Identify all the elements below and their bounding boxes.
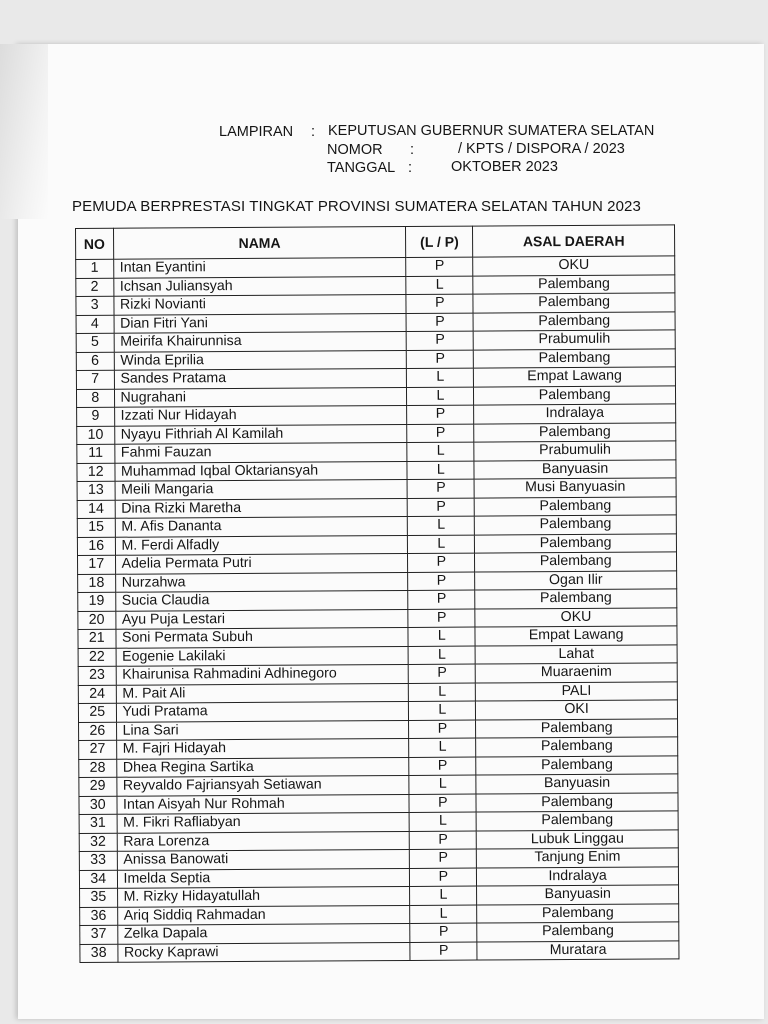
document-title: PEMUDA BERPRESTASI TINGKAT PROVINSI SUMATERA SELATAN TAHUN 2023 xyxy=(72,198,641,215)
participant-gender: L xyxy=(409,775,476,794)
column-header-no: NO xyxy=(76,228,114,259)
row-number: 18 xyxy=(78,574,116,593)
column-header-asal-daerah: ASAL DAERAH xyxy=(473,225,675,257)
participant-name: Zelka Dapala xyxy=(117,923,410,943)
lampiran-label: LAMPIRAN xyxy=(219,124,294,140)
participant-origin: Indralaya xyxy=(477,866,679,886)
participant-name: Rocky Kaprawi xyxy=(117,942,410,962)
row-number: 31 xyxy=(79,814,117,833)
participant-origin: Palembang xyxy=(473,293,675,313)
participant-name: Ayu Puja Lestari xyxy=(115,609,408,629)
participant-name: Fahmi Fauzan xyxy=(114,442,407,462)
participant-gender: P xyxy=(406,294,473,313)
row-number: 26 xyxy=(79,722,117,741)
column-header-gender: (L / P) xyxy=(406,226,473,257)
row-number: 32 xyxy=(79,833,117,852)
participant-name: Sandes Pratama xyxy=(114,368,407,388)
lampiran-colon: : xyxy=(311,124,316,140)
row-number: 7 xyxy=(76,370,114,389)
row-number: 5 xyxy=(76,333,114,352)
participant-origin: Palembang xyxy=(475,515,677,535)
row-number: 25 xyxy=(78,703,116,722)
table-header-row xyxy=(76,225,675,260)
participant-gender: L xyxy=(408,516,475,535)
participant-gender: L xyxy=(407,368,474,387)
participant-gender: P xyxy=(407,424,474,443)
row-number: 29 xyxy=(79,777,117,796)
participant-gender: P xyxy=(408,590,475,609)
participant-gender: P xyxy=(407,405,474,424)
participant-origin: Palembang xyxy=(477,922,679,942)
page-fold-shadow xyxy=(0,44,48,219)
participant-gender: L xyxy=(409,738,476,757)
participant-name: M. Pait Ali xyxy=(116,683,409,703)
participant-origin: Palembang xyxy=(476,811,678,831)
row-number: 12 xyxy=(77,463,115,482)
nomor-value: / KPTS / DISPORA / 2023 xyxy=(458,141,625,157)
row-number: 34 xyxy=(79,870,117,889)
participant-origin: Palembang xyxy=(476,718,678,738)
row-number: 28 xyxy=(79,759,117,778)
nomor-label: NOMOR xyxy=(327,142,383,158)
participant-name: Reyvaldo Fajriansyah Setiawan xyxy=(116,775,409,795)
column-header-nama: NAMA xyxy=(113,226,406,259)
lampiran-value: KEPUTUSAN GUBERNUR SUMATERA SELATAN xyxy=(328,123,655,139)
participant-name: Winda Eprilia xyxy=(114,350,407,370)
participant-origin: Muaraenim xyxy=(475,663,677,683)
participant-origin: Palembang xyxy=(475,533,677,553)
participant-origin: Palembang xyxy=(476,737,678,757)
participant-name: Imelda Septia xyxy=(117,868,410,888)
participant-gender: P xyxy=(409,664,476,683)
participant-name: Soni Permata Subuh xyxy=(115,627,408,647)
participant-name: Ariq Siddiq Rahmadan xyxy=(117,905,410,925)
participant-name: Dhea Regina Sartika xyxy=(116,757,409,777)
participant-gender: P xyxy=(406,313,473,332)
participant-name: Adelia Permata Putri xyxy=(115,553,408,573)
row-number: 37 xyxy=(80,925,118,944)
row-number: 27 xyxy=(79,740,117,759)
participant-gender: P xyxy=(408,498,475,517)
table-body xyxy=(76,256,679,963)
participant-gender: L xyxy=(408,646,475,665)
row-number: 33 xyxy=(79,851,117,870)
row-number: 9 xyxy=(77,407,115,426)
row-number: 17 xyxy=(78,555,116,574)
row-number: 6 xyxy=(76,352,114,371)
tanggal-colon: : xyxy=(408,160,413,176)
participant-name: Sucia Claudia xyxy=(115,590,408,610)
participant-origin: Banyuasin xyxy=(474,459,676,479)
participant-gender: P xyxy=(408,572,475,591)
participant-origin: Empat Lawang xyxy=(474,367,676,387)
participant-name: Muhammad Iqbal Oktariansyah xyxy=(114,461,407,481)
participant-gender: P xyxy=(408,553,475,572)
participant-origin: Palembang xyxy=(473,274,675,294)
participant-origin: Palembang xyxy=(474,385,676,405)
participant-gender: P xyxy=(408,609,475,628)
participant-name: Intan Aisyah Nur Rohmah xyxy=(116,794,409,814)
participant-name: Dina Rizki Maretha xyxy=(115,498,408,518)
participant-gender: L xyxy=(408,535,475,554)
participant-gender: P xyxy=(409,757,476,776)
row-number: 3 xyxy=(76,296,114,315)
participant-gender: L xyxy=(406,276,473,295)
participant-gender: P xyxy=(410,942,477,961)
table-row xyxy=(80,940,679,962)
row-number: 15 xyxy=(77,518,115,537)
row-number: 16 xyxy=(77,537,115,556)
participant-origin: Lubuk Linggau xyxy=(476,829,678,849)
row-number: 8 xyxy=(76,389,114,408)
tanggal-value: OKTOBER 2023 xyxy=(451,159,558,175)
participant-name: Izzati Nur Hidayah xyxy=(114,405,407,425)
row-number: 21 xyxy=(78,629,116,648)
participant-name: Ichsan Juliansyah xyxy=(113,276,406,296)
participant-gender: L xyxy=(408,627,475,646)
row-number: 10 xyxy=(77,426,115,445)
participant-gender: L xyxy=(407,442,474,461)
participant-name: M. Fajri Hidayah xyxy=(116,738,409,758)
participant-name: Yudi Pratama xyxy=(116,701,409,721)
participant-origin: Banyuasin xyxy=(476,774,678,794)
participant-gender: P xyxy=(409,720,476,739)
participant-origin: Tanjung Enim xyxy=(477,848,679,868)
row-number: 2 xyxy=(76,278,114,297)
row-number: 20 xyxy=(78,611,116,630)
participant-origin: Indralaya xyxy=(474,404,676,424)
participant-origin: Prabumulih xyxy=(474,441,676,461)
participant-gender: L xyxy=(409,683,476,702)
row-number: 36 xyxy=(80,907,118,926)
participant-gender: P xyxy=(410,849,477,868)
participant-origin: Palembang xyxy=(474,422,676,442)
participant-origin: Muratara xyxy=(477,940,679,960)
row-number: 1 xyxy=(76,259,114,278)
participant-origin: Palembang xyxy=(473,311,675,331)
participant-origin: OKU xyxy=(475,607,677,627)
participant-name: Nurzahwa xyxy=(115,572,408,592)
participant-origin: Palembang xyxy=(476,755,678,775)
participant-origin: Palembang xyxy=(474,496,676,516)
row-number: 4 xyxy=(76,315,114,334)
participant-gender: P xyxy=(410,831,477,850)
participant-origin: Palembang xyxy=(477,903,679,923)
participant-gender: L xyxy=(407,461,474,480)
participant-gender: P xyxy=(406,257,473,276)
participant-origin: Palembang xyxy=(475,552,677,572)
participant-origin: Palembang xyxy=(476,792,678,812)
participant-name: M. Afis Dananta xyxy=(115,516,408,536)
participant-gender: L xyxy=(409,812,476,831)
participant-origin: PALI xyxy=(476,681,678,701)
participants-table xyxy=(75,224,679,963)
participant-origin: Lahat xyxy=(475,644,677,664)
participant-name: Lina Sari xyxy=(116,720,409,740)
row-number: 30 xyxy=(79,796,117,815)
participant-origin: Palembang xyxy=(475,589,677,609)
participant-name: Meili Mangaria xyxy=(115,479,408,499)
participant-name: Intan Eyantini xyxy=(113,257,406,277)
participant-name: Meirifa Khairunnisa xyxy=(114,331,407,351)
row-number: 19 xyxy=(78,592,116,611)
participant-origin: Empat Lawang xyxy=(475,626,677,646)
participant-origin: Palembang xyxy=(474,348,676,368)
row-number: 22 xyxy=(78,648,116,667)
participant-origin: OKI xyxy=(476,700,678,720)
participant-name: M. Ferdi Alfadly xyxy=(115,535,408,555)
participant-origin: Ogan Ilir xyxy=(475,570,677,590)
row-number: 35 xyxy=(80,888,118,907)
participant-gender: L xyxy=(409,701,476,720)
row-number: 38 xyxy=(80,944,118,963)
participant-name: Nyayu Fithriah Al Kamilah xyxy=(114,424,407,444)
participant-name: Rara Lorenza xyxy=(117,831,410,851)
row-number: 23 xyxy=(78,666,116,685)
participant-gender: P xyxy=(409,794,476,813)
participant-origin: Musi Banyuasin xyxy=(474,478,676,498)
participant-origin: Banyuasin xyxy=(477,885,679,905)
tanggal-label: TANGGAL xyxy=(327,160,396,176)
participant-gender: P xyxy=(407,350,474,369)
participant-name: Dian Fitri Yani xyxy=(114,313,407,333)
participant-name: Nugrahani xyxy=(114,387,407,407)
participant-name: Anissa Banowati xyxy=(117,849,410,869)
row-number: 11 xyxy=(77,444,115,463)
row-number: 24 xyxy=(78,685,116,704)
participant-origin: Prabumulih xyxy=(473,330,675,350)
nomor-colon: : xyxy=(410,142,415,158)
participant-gender: P xyxy=(407,331,474,350)
participant-gender: L xyxy=(410,905,477,924)
participant-name: Khairunisa Rahmadini Adhinegoro xyxy=(116,664,409,684)
row-number: 14 xyxy=(77,500,115,519)
participant-gender: L xyxy=(407,387,474,406)
participant-gender: P xyxy=(410,868,477,887)
row-number: 13 xyxy=(77,481,115,500)
participant-origin: OKU xyxy=(473,256,675,276)
participant-name: M. Rizky Hidayatullah xyxy=(117,886,410,906)
participant-name: M. Fikri Rafliabyan xyxy=(117,812,410,832)
participant-gender: P xyxy=(410,923,477,942)
participant-gender: L xyxy=(410,886,477,905)
participant-gender: P xyxy=(407,479,474,498)
participant-name: Rizki Novianti xyxy=(113,294,406,314)
participant-name: Eogenie Lakilaki xyxy=(116,646,409,666)
